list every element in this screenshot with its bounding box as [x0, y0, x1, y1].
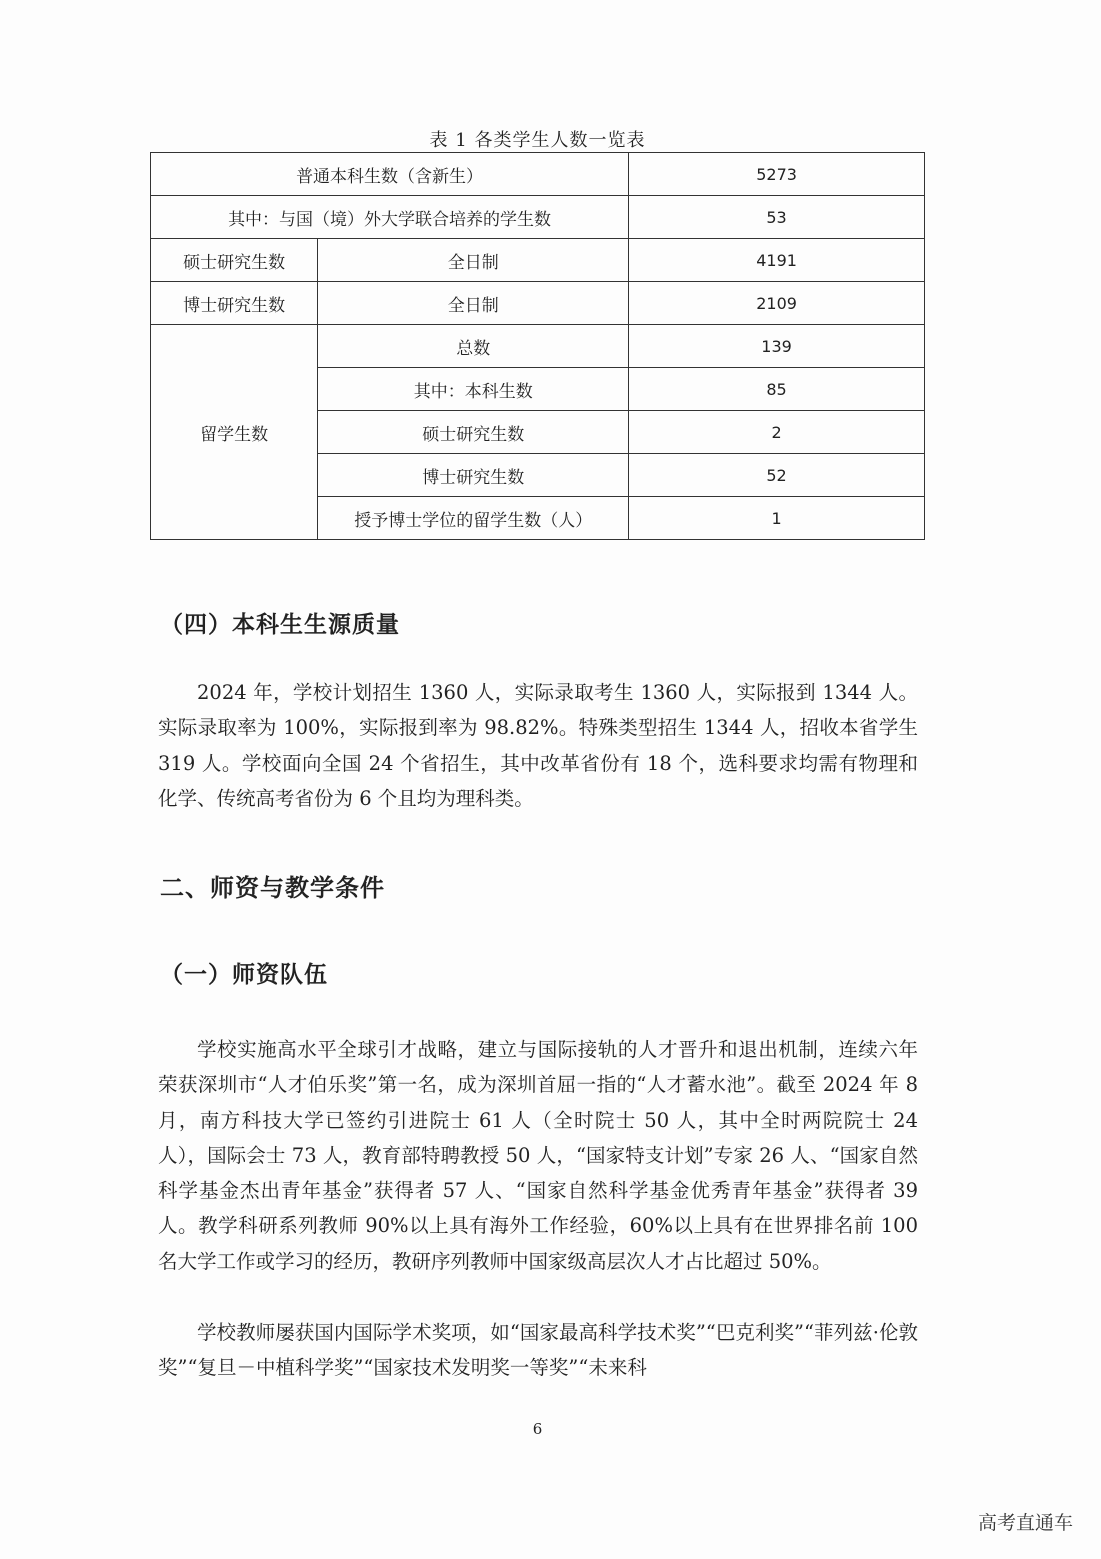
- table-cell-value: 1: [629, 497, 925, 540]
- table-cell-value: 5273: [629, 153, 925, 196]
- table-cell-category: 博士研究生数: [151, 282, 318, 325]
- table-cell-label: 总数: [318, 325, 629, 368]
- table-row: [151, 282, 925, 325]
- table-cell-category: 硕士研究生数: [151, 239, 318, 282]
- student-count-table: [150, 152, 925, 540]
- section-heading-faculty-team: （一）师资队伍: [160, 962, 328, 988]
- paragraph-awards: 学校教师屡获国内国际学术奖项，如“国家最高科学技术奖”“巴克利奖”“菲列兹·伦敦奖”“复旦－中植科学奖”“国家技术发明奖一等奖”“未来科: [158, 1321, 918, 1380]
- table-cell-label: 其中：本科生数: [318, 368, 629, 411]
- table-cell-label: 授予博士学位的留学生数（人）: [318, 497, 629, 540]
- table-cell-category: 留学生数: [151, 325, 318, 540]
- table-cell-value: 53: [629, 196, 925, 239]
- paragraph-talent-strategy: 学校实施高水平全球引才战略，建立与国际接轨的人才晋升和退出机制，连续六年荣获深圳市“人才伯乐奖”第一名，成为深圳首屈一指的“人才蓄水池”。截至 2024 年 8 月，南方科技大学已签约引进院士 61 人（全时院士 50 人，其中全时两院院士 24 人），国际会士 73 人，教育部特聘教授 50 人，“国家特支计划”专家 26 人、“国家自然科学基金杰出青年基金”获得者 57 人、“国家自然科学基金优秀青年基金”获得者 39 人。教学科研系列教师 90%以上具有海外工作经验，60%以上具有在世界排名前 100 名大学工作或学习的经历，教研序列教师中国家级高层次人才占比超过 50%。: [158, 1038, 918, 1273]
- table-row: [151, 196, 925, 239]
- table-cell-value: 2109: [629, 282, 925, 325]
- table-cell-value: 139: [629, 325, 925, 368]
- table-row: [151, 153, 925, 196]
- table-row: [151, 325, 925, 368]
- table-cell-value: 2: [629, 411, 925, 454]
- table-row: [151, 239, 925, 282]
- table-cell-label: 硕士研究生数: [318, 411, 629, 454]
- table-caption: 表 1 各类学生人数一览表: [429, 130, 646, 151]
- table-cell-label: 博士研究生数: [318, 454, 629, 497]
- table-cell-label: 普通本科生数（含新生）: [151, 153, 629, 196]
- table-cell-label: 全日制: [318, 239, 629, 282]
- chapter-heading-faculty: 二、师资与教学条件: [160, 874, 385, 902]
- table-cell-value: 4191: [629, 239, 925, 282]
- watermark: 高考直通车: [977, 1512, 1073, 1534]
- table-cell-label: 其中：与国（境）外大学联合培养的学生数: [151, 196, 629, 239]
- table-cell-label: 全日制: [318, 282, 629, 325]
- table-cell-value: 85: [629, 368, 925, 411]
- page-number: 6: [532, 1420, 543, 1438]
- paragraph-admissions: 2024 年，学校计划招生 1360 人，实际录取考生 1360 人，实际报到 1344 人。实际录取率为 100%，实际报到率为 98.82%。特殊类型招生 1344 人，招收本省学生 319 人。学校面向全国 24 个省招生，其中改革省份有 18 个，选科要求均需有物理和化学、传统高考省份为 6 个且均为理科类。: [158, 681, 918, 810]
- section-heading-undergrad-quality: （四）本科生生源质量: [160, 612, 400, 638]
- table-cell-value: 52: [629, 454, 925, 497]
